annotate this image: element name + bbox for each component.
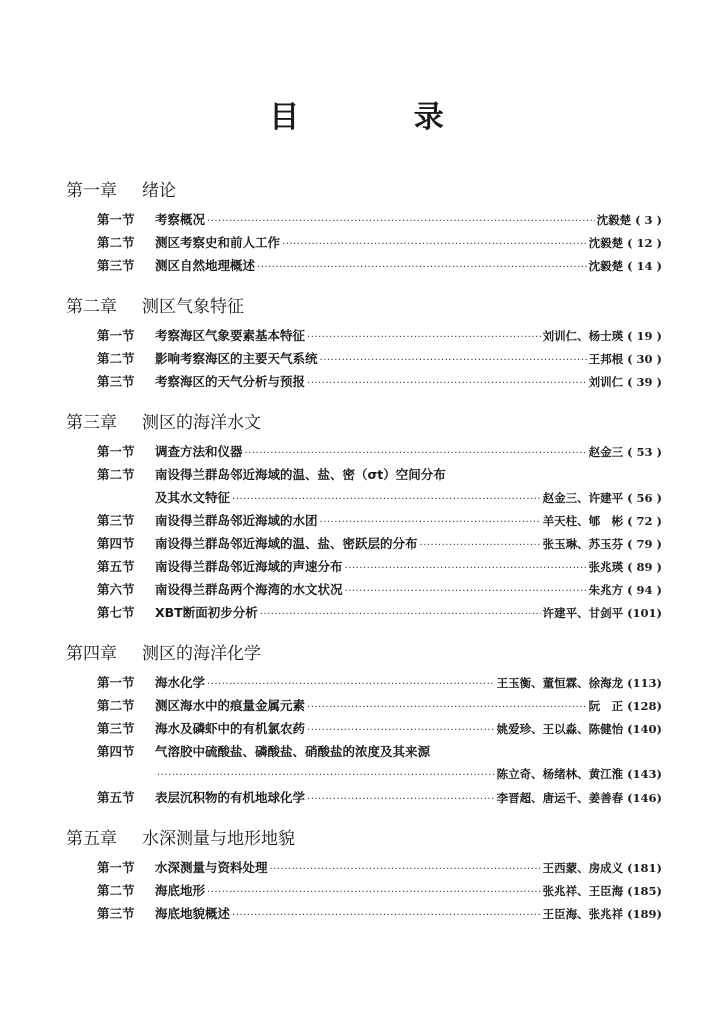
dot-leader [320, 511, 541, 534]
page-number: (181) [627, 861, 662, 875]
section-number: 第三节 [97, 721, 135, 736]
section-author: 李晋超、唐运千、姜善春 [496, 791, 624, 805]
section-author: 阮 正 [588, 699, 624, 713]
chapter-heading[interactable] [66, 406, 662, 440]
toc-entry[interactable] [97, 671, 662, 694]
section-author: 张兆瑛 [588, 560, 624, 574]
section-author: 王西蒙、房成义 [542, 861, 624, 875]
page-number: ( 14 ) [627, 259, 662, 273]
section-number: 第一节 [97, 444, 135, 459]
chapter-title: 测区的海洋水文 [142, 413, 261, 433]
toc-entry[interactable] [97, 902, 662, 925]
section-number: 第四节 [97, 536, 135, 551]
section-number: 第二节 [97, 883, 135, 898]
section-title: 水深测量与资料处理 [155, 860, 268, 875]
section-author: 沈毅楚 [596, 213, 632, 227]
toc-entry[interactable] [97, 324, 662, 347]
page-number: ( 3 ) [635, 213, 662, 227]
page-title: 目 录 [269, 100, 496, 135]
chapter-number: 第四章 [66, 644, 117, 664]
toc-entry-continuation[interactable] [97, 763, 662, 786]
page-number: ( 79 ) [627, 537, 662, 551]
dot-leader [245, 442, 587, 465]
dot-leader [207, 673, 495, 696]
dot-leader [307, 719, 495, 742]
section-title: 测区海水中的痕量金属元素 [155, 698, 306, 713]
toc-entry[interactable] [97, 578, 662, 601]
dot-leader [345, 580, 587, 603]
section-author: 姚爱珍、王以淼、陈健怡 [496, 722, 624, 736]
dot-leader [420, 534, 541, 557]
section-number: 第三节 [97, 906, 135, 921]
chapter-number: 第五章 [66, 829, 117, 849]
page-number: (143) [627, 767, 662, 781]
section-author: 朱兆方 [588, 583, 624, 597]
page-number: ( 30 ) [627, 352, 662, 366]
section-title: 海底地貌概述 [155, 906, 231, 921]
chapter [66, 822, 662, 925]
section-number: 第一节 [97, 860, 135, 875]
section-number: 第四节 [97, 744, 135, 759]
dot-leader [260, 603, 541, 626]
section-number: 第一节 [97, 328, 135, 343]
dot-leader [320, 349, 587, 372]
section-author: 沈毅楚 [588, 259, 624, 273]
chapter-heading[interactable] [66, 290, 662, 324]
section-author: 王臣海、张兆祥 [542, 907, 624, 921]
section-title: 考察海区气象要素基本特征 [155, 328, 306, 343]
toc-entry[interactable] [97, 694, 662, 717]
chapter [66, 290, 662, 393]
dot-leader [232, 488, 541, 511]
section-title: 考察海区的天气分析与预报 [155, 374, 306, 389]
section-number: 第五节 [97, 559, 135, 574]
section-title: 海底地形 [155, 883, 206, 898]
toc-entry[interactable] [97, 509, 662, 532]
section-number: 第二节 [97, 698, 135, 713]
section-number: 第二节 [97, 235, 135, 250]
section-number: 第七节 [97, 605, 135, 620]
section-title: 南设得兰群岛邻近海域的声速分布 [155, 559, 343, 574]
chapter [66, 406, 662, 624]
section-list [66, 440, 662, 624]
chapter-title: 测区气象特征 [142, 297, 244, 317]
section-title: 调查方法和仪器 [155, 444, 243, 459]
section-number: 第六节 [97, 582, 135, 597]
section-author: 刘训仁、杨士瑛 [542, 329, 624, 343]
section-title: 南设得兰群岛邻近海域的温、盐、密（σt）空间分布 [155, 467, 446, 482]
toc-entry[interactable] [97, 740, 662, 763]
table-of-contents [66, 174, 662, 925]
toc-entry[interactable] [97, 463, 662, 486]
section-author: 王玉衡、董恒霖、徐海龙 [496, 676, 624, 690]
toc-entry[interactable] [97, 347, 662, 370]
section-number: 第三节 [97, 258, 135, 273]
section-title-continued: 及其水文特征 [155, 490, 231, 505]
section-title: 表层沉积物的有机地球化学 [155, 790, 306, 805]
section-title: 考察概况 [155, 212, 206, 227]
section-list [66, 208, 662, 277]
chapter-title: 水深测量与地形地貌 [142, 829, 295, 849]
section-list [66, 324, 662, 393]
page-number: (140) [627, 722, 662, 736]
dot-leader [157, 764, 495, 787]
toc-entry-continuation[interactable] [97, 486, 662, 509]
page-number: (113) [627, 676, 662, 690]
section-list [66, 671, 662, 809]
section-author: 刘训仁 [588, 375, 624, 389]
section-author: 陈立奇、杨绪林、黄江淮 [496, 767, 624, 781]
page-number: ( 19 ) [627, 329, 662, 343]
page-number: ( 94 ) [627, 583, 662, 597]
section-number: 第五节 [97, 790, 135, 805]
section-number: 第二节 [97, 351, 135, 366]
page-number: (189) [627, 907, 662, 921]
section-title: 影响考察海区的主要天气系统 [155, 351, 318, 366]
toc-entry[interactable] [97, 532, 662, 555]
chapter-title: 绪论 [142, 181, 176, 201]
page-number: (128) [627, 699, 662, 713]
section-title: 南设得兰群岛两个海湾的水文状况 [155, 582, 343, 597]
dot-leader [307, 326, 541, 349]
dot-leader [270, 858, 541, 881]
toc-entry[interactable] [97, 601, 662, 624]
section-author: 许建平、甘剑平 [542, 606, 624, 620]
page-number: ( 89 ) [627, 560, 662, 574]
chapter-number: 第三章 [66, 413, 117, 433]
section-number: 第一节 [97, 675, 135, 690]
dot-leader [307, 696, 587, 719]
section-title: 海水及磷虾中的有机氯农药 [155, 721, 306, 736]
dot-leader [307, 372, 587, 395]
page-number: ( 56 ) [627, 491, 662, 505]
section-list [66, 856, 662, 925]
dot-leader [207, 210, 595, 233]
page-number: (185) [627, 884, 662, 898]
dot-leader [232, 904, 541, 927]
section-title: 测区考察史和前人工作 [155, 235, 281, 250]
section-title: 南设得兰群岛邻近海域的温、盐、密跃层的分布 [155, 536, 418, 551]
toc-entry[interactable] [97, 856, 662, 879]
section-author: 张兆祥、王臣海 [542, 884, 624, 898]
page-number: ( 72 ) [627, 514, 662, 528]
dot-leader [345, 557, 587, 580]
chapter [66, 637, 662, 809]
section-author: 赵金三、许建平 [542, 491, 624, 505]
dot-leader [207, 881, 541, 904]
section-number: 第一节 [97, 212, 135, 227]
toc-entry[interactable] [97, 879, 662, 902]
page-number: (146) [627, 791, 662, 805]
dot-leader [282, 233, 587, 256]
section-number: 第三节 [97, 513, 135, 528]
dot-leader [257, 256, 587, 279]
toc-entry[interactable] [97, 717, 662, 740]
section-author: 赵金三 [588, 445, 624, 459]
toc-entry[interactable] [97, 208, 662, 231]
section-title: XBT断面初步分析 [155, 605, 258, 620]
page-number: ( 53 ) [627, 445, 662, 459]
page-number: ( 12 ) [627, 236, 662, 250]
chapter-number: 第二章 [66, 297, 117, 317]
section-author: 沈毅楚 [588, 236, 624, 250]
page-number: (101) [627, 606, 662, 620]
chapter-heading[interactable] [66, 822, 662, 856]
page-number: ( 39 ) [627, 375, 662, 389]
section-number: 第二节 [97, 467, 135, 482]
toc-entry[interactable] [97, 555, 662, 578]
chapter-number: 第一章 [66, 181, 117, 201]
section-title: 南设得兰群岛邻近海域的水团 [155, 513, 318, 528]
section-title: 测区自然地理概述 [155, 258, 256, 273]
section-author: 张玉琳、苏玉芬 [542, 537, 624, 551]
toc-entry[interactable] [97, 440, 662, 463]
chapter-heading[interactable] [66, 637, 662, 671]
section-author: 羊天柱、郇 彬 [542, 514, 624, 528]
toc-entry[interactable] [97, 231, 662, 254]
section-number: 第三节 [97, 374, 135, 389]
toc-entry[interactable] [97, 254, 662, 277]
section-author: 王邦根 [588, 352, 624, 366]
chapter [66, 174, 662, 277]
toc-entry[interactable] [97, 370, 662, 393]
section-title: 海水化学 [155, 675, 206, 690]
dot-leader [307, 788, 495, 811]
chapter-title: 测区的海洋化学 [142, 644, 261, 664]
section-title: 气溶胶中硫酸盐、磷酸盐、硝酸盐的浓度及其来源 [155, 744, 431, 759]
chapter-heading[interactable] [66, 174, 662, 208]
toc-entry[interactable] [97, 786, 662, 809]
